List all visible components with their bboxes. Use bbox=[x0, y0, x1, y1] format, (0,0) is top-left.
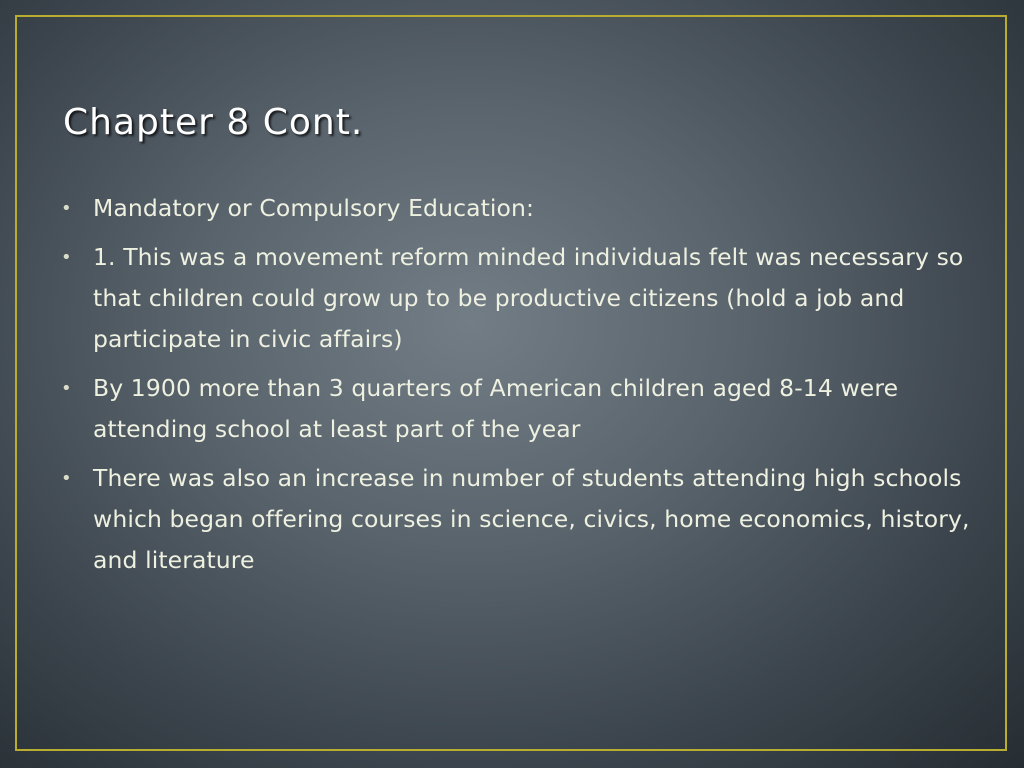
bullet-text: By 1900 more than 3 quarters of American children aged 8-14 were attending school at least part of the year bbox=[93, 374, 899, 443]
slide-title: Chapter 8 Cont. bbox=[63, 102, 364, 143]
bullet-list bbox=[58, 188, 973, 589]
bullet-icon: • bbox=[61, 468, 72, 489]
bullet-item bbox=[58, 188, 973, 229]
bullet-item bbox=[58, 368, 973, 450]
bullet-text: Mandatory or Compulsory Education: bbox=[93, 194, 535, 222]
bullet-item bbox=[58, 458, 973, 581]
bullet-icon: • bbox=[61, 198, 72, 219]
bullet-icon: • bbox=[61, 247, 72, 268]
bullet-icon: • bbox=[61, 378, 72, 399]
bullet-item bbox=[58, 237, 973, 360]
bullet-text: There was also an increase in number of students attending high schools which began offering courses in science, civics, home economics, history, and literature bbox=[93, 464, 970, 574]
bullet-text: 1. This was a movement reform minded individuals felt was necessary so that children could grow up to be productive citizens (hold a job and participate in civic affairs) bbox=[93, 243, 964, 353]
